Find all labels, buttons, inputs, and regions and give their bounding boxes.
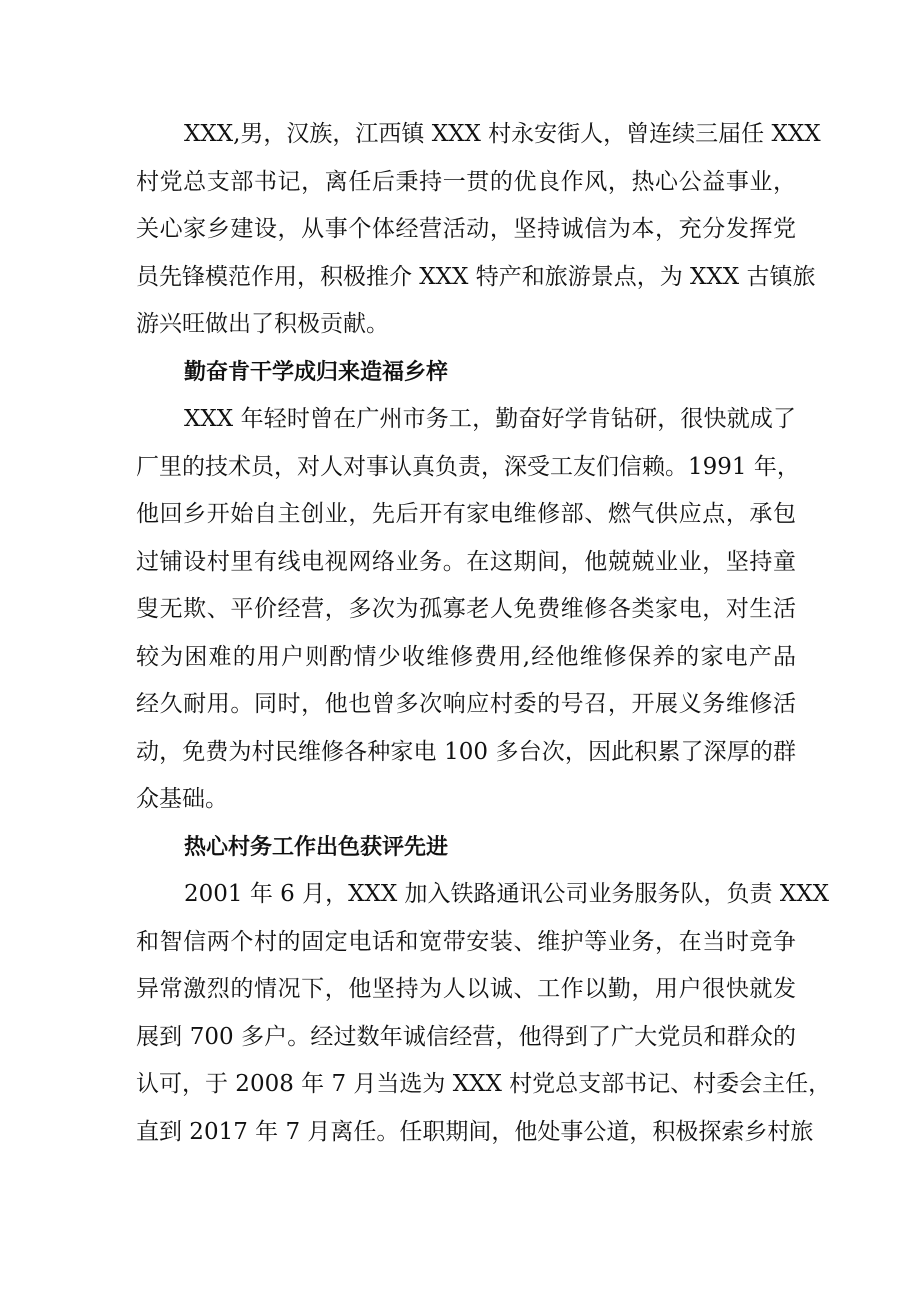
paragraph-line: 叟无欺、平价经营，多次为孤寡老人免费维修各类家电，对生活 [136, 596, 796, 622]
section-heading: 热心村务工作出色获评先进 [184, 834, 449, 860]
paragraph-line: 村党总支部书记，离任后秉持一贯的优良作风，热心公益事业， [136, 168, 796, 195]
paragraph-line: 他回乡开始自主创业，先后开有家电维修部、燃气供应点，承包 [136, 501, 796, 527]
paragraph-line: 直到 2017 年 7 月离任。任职期间，他处事公道，积极探索乡村旅 [136, 1118, 814, 1145]
paragraph-line: 员先锋模范作用，积极推介 XXX 特产和旅游景点，为 XXX 古镇旅 [136, 263, 816, 290]
paragraph-line: 认可，于 2008 年 7 月当选为 XXX 村党总支部书记、村委会主任， [136, 1071, 832, 1097]
paragraph-line: 经久耐用。同时，他也曾多次响应村委的号召，开展义务维修活 [136, 691, 796, 717]
paragraph-line: 较为困难的用户则酌情少收维修费用,经他维修保养的家电产品 [136, 643, 796, 670]
paragraph-line: XXX 年轻时曾在广州市务工，勤奋好学肯钻研，很快就成了 [184, 406, 796, 432]
paragraph-line: 过铺设村里有线电视网络业务。在这期间，他兢兢业业，坚持童 [136, 548, 796, 575]
section-heading: 勤奋肯干学成归来造福乡梓 [184, 359, 449, 385]
paragraph-line: 众基础。 [136, 786, 228, 812]
paragraph-line: 游兴旺做出了积极贡献。 [136, 311, 389, 337]
paragraph-line: 动，免费为村民维修各种家电 100 多台次，因此积累了深厚的群 [136, 738, 796, 765]
paragraph-line: 和智信两个村的固定电话和宽带安装、维护等业务，在当时竞争 [136, 928, 796, 955]
document-body [136, 111, 832, 1156]
paragraph-line: 关心家乡建设，从事个体经营活动，坚持诚信为本，充分发挥党 [136, 216, 796, 242]
paragraph-line: 厂里的技术员，对人对事认真负责，深受工友们信赖。1991 年， [136, 453, 800, 480]
paragraph-line: 展到 700 多户。经过数年诚信经营，他得到了广大党员和群众的 [136, 1023, 796, 1050]
paragraph-line: XXX,男，汉族，江西镇 XXX 村永安街人，曾连续三届任 XXX [184, 121, 821, 147]
paragraph-line: 异常激烈的情况下，他坚持为人以诚、工作以勤，用户很快就发 [136, 976, 796, 1002]
paragraph-line: 2001 年 6 月，XXX 加入铁路通讯公司业务服务队，负责 XXX [184, 881, 829, 907]
